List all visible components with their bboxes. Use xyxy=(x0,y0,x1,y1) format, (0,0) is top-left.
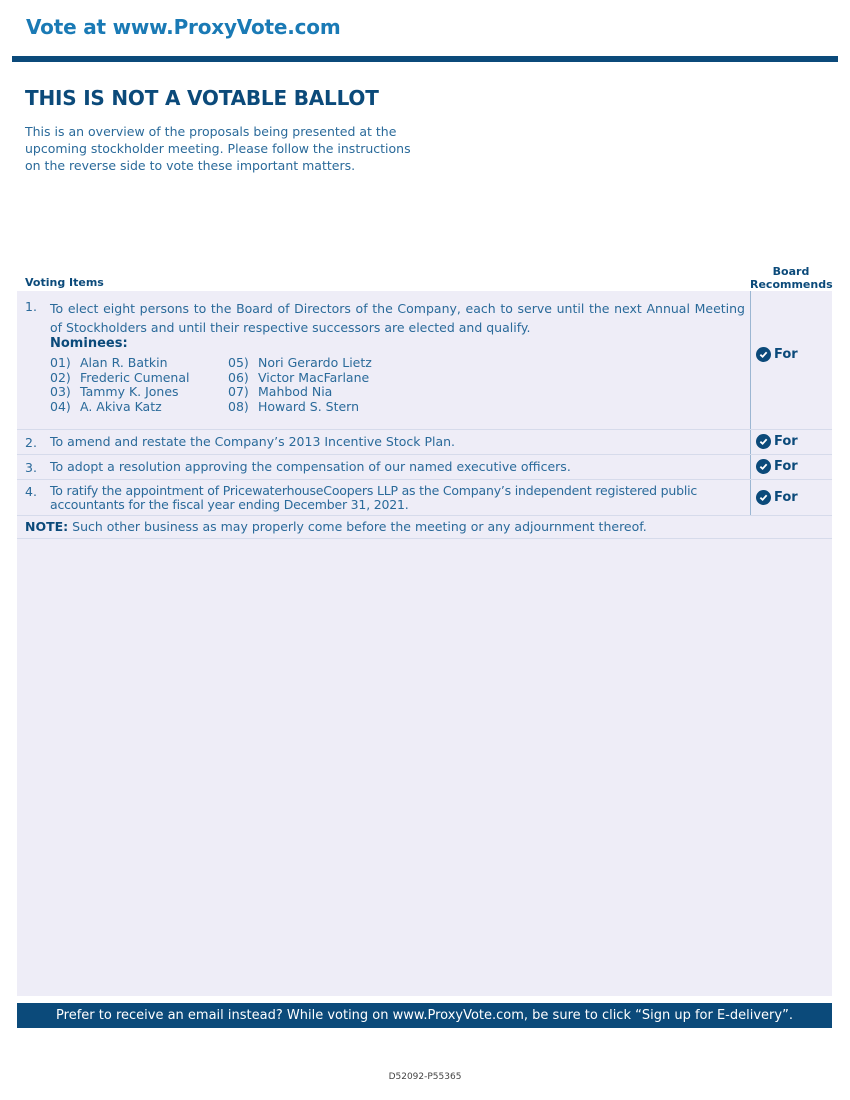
page-title: THIS IS NOT A VOTABLE BALLOT xyxy=(25,86,379,110)
note-label: NOTE: xyxy=(25,519,69,534)
recommendation xyxy=(756,459,798,474)
voting-items-header: Voting Items xyxy=(25,276,104,289)
nominee-name: Nori Gerardo Lietz xyxy=(258,355,372,370)
nominee xyxy=(228,385,372,400)
check-circle-icon xyxy=(756,459,771,474)
item-text: To elect eight persons to the Board of Directors of the Company, each to serve until the next Annual Meeting of Stockholders and until their respective successors are elected and qualify. xyxy=(50,301,745,335)
edelivery-banner: Prefer to receive an email instead? While voting on www.ProxyVote.com, be sure to click “Sign up for E-delivery”. xyxy=(17,1003,832,1028)
check-circle-icon xyxy=(756,490,771,505)
note-text: Such other business as may properly come before the meeting or any adjournment thereof. xyxy=(68,519,647,534)
nominee xyxy=(228,400,372,415)
nominee-number: 05) xyxy=(228,355,249,370)
nominee xyxy=(50,385,190,400)
recommendation xyxy=(756,434,798,449)
nominee-name: Alan R. Batkin xyxy=(80,355,168,370)
item-text: To adopt a resolution approving the compensation of our named executive officers. xyxy=(50,459,571,474)
nominees-col-2 xyxy=(228,356,372,414)
nominee-name: A. Akiva Katz xyxy=(80,398,162,414)
recommendation-label: For xyxy=(774,459,798,474)
board-recommends-line1: Board xyxy=(772,265,810,278)
item-number: 3. xyxy=(25,460,37,475)
nominees-label: Nominees: xyxy=(50,336,128,351)
proxyvote-link[interactable]: Vote at www.ProxyVote.com xyxy=(26,15,341,39)
nominee-number: 03) xyxy=(50,384,71,399)
nominee-number: 04) xyxy=(50,398,71,414)
nominee-name: Victor MacFarlane xyxy=(258,369,370,385)
item-text: To amend and restate the Company’s 2013 Incentive Stock Plan. xyxy=(50,434,456,449)
nominee-name: Mahbod Nia xyxy=(258,384,333,399)
nominee xyxy=(50,356,190,371)
board-recommends-header xyxy=(750,265,832,291)
nominee-number: 01) xyxy=(50,355,71,370)
nominee-number: 07) xyxy=(228,384,249,399)
nominee-number: 06) xyxy=(228,369,249,385)
document-code: D52092-P55365 xyxy=(388,1072,462,1082)
recommendation-label: For xyxy=(774,490,798,505)
recommendation-cell xyxy=(750,430,832,454)
intro-text: This is an overview of the proposals being presented at the upcoming stockholder meeting. Please follow the instructions on the reverse side to vote these important matters. xyxy=(25,124,411,173)
check-circle-icon xyxy=(756,434,771,449)
header-rule xyxy=(12,56,838,62)
nominee-name: Howard S. Stern xyxy=(258,398,360,414)
voting-items-panel xyxy=(17,291,832,996)
recommendation xyxy=(756,347,798,362)
item-number: 2. xyxy=(25,435,37,450)
board-recommends-line2: Recommends xyxy=(750,278,833,291)
nominee-number: 08) xyxy=(228,398,249,414)
item-number: 1. xyxy=(25,299,37,314)
nominee-name: Tammy K. Jones xyxy=(80,384,179,399)
nominee xyxy=(228,356,372,371)
item-text: To ratify the appointment of PricewaterhouseCoopers LLP as the Company’s independent registered public accountants for the fiscal year ending December 31, 2021. xyxy=(50,483,698,512)
recommendation-cell xyxy=(750,455,832,479)
nominee xyxy=(50,371,190,386)
recommendation-label: For xyxy=(774,434,798,449)
note-row xyxy=(17,516,832,539)
voting-item-2 xyxy=(17,430,832,455)
recommendation-label: For xyxy=(774,347,798,362)
check-circle-icon xyxy=(756,347,771,362)
nominees-col-1 xyxy=(50,356,190,414)
voting-item-3 xyxy=(17,455,832,480)
recommendation-cell xyxy=(750,480,832,515)
nominee xyxy=(50,400,190,415)
voting-item-4 xyxy=(17,480,832,516)
item-number: 4. xyxy=(25,484,37,499)
nominee-number: 02) xyxy=(50,369,71,385)
voting-item-1 xyxy=(17,291,832,430)
recommendation xyxy=(756,490,798,505)
recommendation-cell xyxy=(750,291,832,429)
nominee-name: Frederic Cumenal xyxy=(80,369,190,385)
nominee xyxy=(228,371,372,386)
